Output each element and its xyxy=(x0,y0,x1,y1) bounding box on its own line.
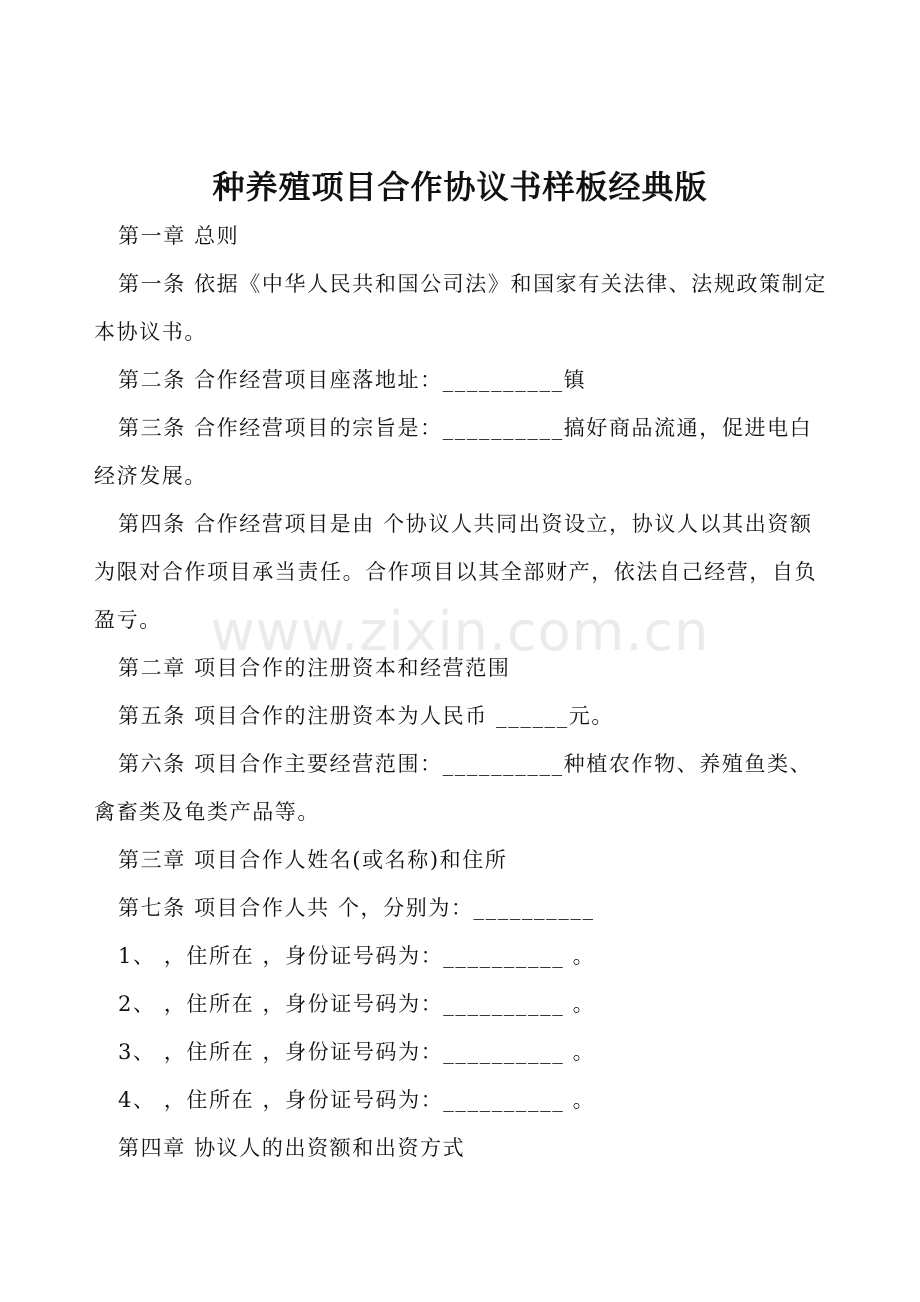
article-paragraph: 第六条 项目合作主要经营范围：__________种植农作物、养殖鱼类、禽畜类及龟类产品等。 xyxy=(94,752,813,824)
article-paragraph: 第四条 合作经营项目是由 个协议人共同出资设立，协议人以其出资额为限对合作项目承当责任。合作项目以其全部财产，依法自己经营，自负盈亏。 xyxy=(94,512,818,632)
list-item: 2、 ，住所在 ，身份证号码为：__________ 。 xyxy=(118,992,596,1016)
document-body xyxy=(94,212,829,1172)
article-paragraph: 第七条 项目合作人共 个，分别为：__________ xyxy=(118,896,595,920)
article-paragraph: 第一条 依据《中华人民共和国公司法》和国家有关法律、法规政策制定本协议书。 xyxy=(94,272,827,344)
chapter-heading: 第一章 总则 xyxy=(118,224,240,248)
article-paragraph: 第二条 合作经营项目座落地址：__________镇 xyxy=(118,368,587,392)
list-item: 3、 ，住所在 ，身份证号码为：__________ 。 xyxy=(118,1040,596,1064)
chapter-heading: 第四章 协议人的出资额和出资方式 xyxy=(118,1136,466,1160)
list-item: 1、 ，住所在 ，身份证号码为：__________ 。 xyxy=(118,944,596,968)
list-item: 4、 ，住所在 ，身份证号码为：__________ 。 xyxy=(118,1088,596,1112)
document-title: 种养殖项目合作协议书样板经典版 xyxy=(212,168,708,206)
article-paragraph: 第三条 合作经营项目的宗旨是：__________搞好商品流通，促进电白经济发展。 xyxy=(94,416,813,488)
chapter-heading: 第三章 项目合作人姓名(或名称)和住所 xyxy=(118,848,508,872)
watermark-text: www.zixin.com.cn xyxy=(210,600,710,663)
chapter-heading: 第二章 项目合作的注册资本和经营范围 xyxy=(118,656,511,680)
article-paragraph: 第五条 项目合作的注册资本为人民币 ______元。 xyxy=(118,704,614,728)
